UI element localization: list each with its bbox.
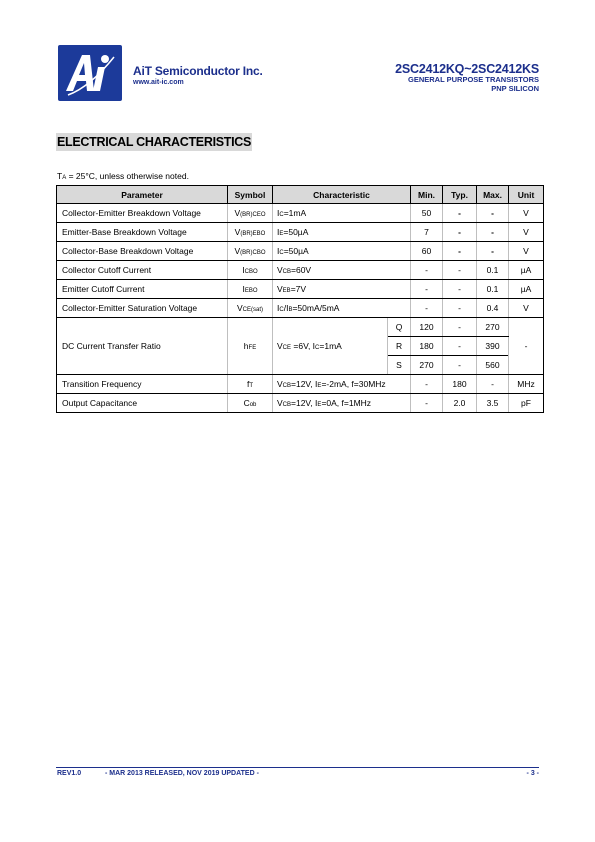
table-row <box>57 204 544 223</box>
hfe-parameter: DC Current Transfer Ratio <box>57 318 228 375</box>
table-row <box>57 242 544 261</box>
row-unit: MHz <box>509 375 544 394</box>
hfe-rank: R <box>388 337 411 356</box>
row-min: 7 <box>411 223 443 242</box>
row-unit: V <box>509 242 544 261</box>
header-characteristic: Characteristic <box>273 186 411 204</box>
row-min: - <box>411 280 443 299</box>
header-unit: Unit <box>509 186 544 204</box>
table-row-hfe <box>57 318 544 337</box>
row-parameter: Transition Frequency <box>57 375 228 394</box>
row-parameter: Output Capacitance <box>57 394 228 413</box>
electrical-characteristics-table <box>56 185 544 413</box>
row-symbol: V(BR)EBO <box>228 223 273 242</box>
hfe-unit: - <box>509 318 544 375</box>
hfe-min: 270 <box>411 356 443 375</box>
row-parameter: Emitter-Base Breakdown Voltage <box>57 223 228 242</box>
row-unit: µA <box>509 280 544 299</box>
row-max: 3.5 <box>477 394 509 413</box>
hfe-typ: - <box>443 356 477 375</box>
row-parameter: Collector-Base Breakdown Voltage <box>57 242 228 261</box>
hfe-typ: - <box>443 337 477 356</box>
row-parameter: Emitter Cutoff Current <box>57 280 228 299</box>
row-max: - <box>477 242 509 261</box>
row-characteristic: VEB=7V <box>273 280 411 299</box>
company-logo <box>58 45 122 101</box>
row-unit: V <box>509 223 544 242</box>
hfe-max: 390 <box>477 337 509 356</box>
footer-page-number: - 3 - <box>526 770 539 777</box>
row-max: - <box>477 223 509 242</box>
row-min: - <box>411 299 443 318</box>
company-website: www.ait-ic.com <box>133 79 184 86</box>
row-max: 0.1 <box>477 280 509 299</box>
temperature-note <box>57 171 189 181</box>
row-characteristic: VCB=12V, IE=0A, f=1MHz <box>273 394 411 413</box>
hfe-min: 120 <box>411 318 443 337</box>
row-typ: - <box>443 242 477 261</box>
row-max: - <box>477 375 509 394</box>
row-min: - <box>411 375 443 394</box>
row-min: 50 <box>411 204 443 223</box>
row-parameter: Collector-Emitter Breakdown Voltage <box>57 204 228 223</box>
row-characteristic: IC/IB=50mA/5mA <box>273 299 411 318</box>
section-title: ELECTRICAL CHARACTERISTICS <box>57 135 252 149</box>
row-characteristic: VCB=60V <box>273 261 411 280</box>
row-characteristic: IE=50µA <box>273 223 411 242</box>
table-row <box>57 375 544 394</box>
table-row <box>57 394 544 413</box>
note-t-sub: A <box>62 175 67 181</box>
row-symbol: V(BR)CBO <box>228 242 273 261</box>
footer-release-info: - MAR 2013 RELEASED, NOV 2019 UPDATED - <box>105 770 259 777</box>
row-symbol: V(BR)CEO <box>228 204 273 223</box>
row-unit: µA <box>509 261 544 280</box>
footer-revision: REV1.0 <box>57 770 82 777</box>
row-parameter: Collector Cutoff Current <box>57 261 228 280</box>
row-symbol: Cob <box>228 394 273 413</box>
row-unit: V <box>509 204 544 223</box>
row-max: - <box>477 204 509 223</box>
row-symbol: VCE(sat) <box>228 299 273 318</box>
row-characteristic: VCB=12V, IE=-2mA, f=30MHz <box>273 375 411 394</box>
footer-divider <box>56 767 539 768</box>
hfe-min: 180 <box>411 337 443 356</box>
hfe-symbol: hFE <box>228 318 273 375</box>
row-min: - <box>411 394 443 413</box>
row-typ: 2.0 <box>443 394 477 413</box>
company-name: AiT Semiconductor Inc. <box>133 64 263 78</box>
row-symbol: ICBO <box>228 261 273 280</box>
hfe-characteristic: VCE =6V, IC=1mA <box>273 318 388 375</box>
header-max: Max. <box>477 186 509 204</box>
note-rest: = 25°C, unless otherwise noted. <box>66 171 189 181</box>
row-typ: - <box>443 204 477 223</box>
hfe-typ: - <box>443 318 477 337</box>
row-parameter: Collector-Emitter Saturation Voltage <box>57 299 228 318</box>
row-characteristic: IC=50µA <box>273 242 411 261</box>
row-typ: - <box>443 280 477 299</box>
table-row <box>57 299 544 318</box>
row-characteristic: IC=1mA <box>273 204 411 223</box>
table-row <box>57 280 544 299</box>
row-typ: 180 <box>443 375 477 394</box>
table-row <box>57 223 544 242</box>
row-max: 0.1 <box>477 261 509 280</box>
ait-logo-icon <box>58 45 122 101</box>
part-number-title: 2SC2412KQ~2SC2412KS <box>395 62 539 76</box>
row-min: - <box>411 261 443 280</box>
row-typ: - <box>443 223 477 242</box>
header-symbol: Symbol <box>228 186 273 204</box>
note-t: T <box>57 171 63 181</box>
row-min: 60 <box>411 242 443 261</box>
table-row <box>57 261 544 280</box>
row-symbol: fT <box>228 375 273 394</box>
header-parameter: Parameter <box>57 186 228 204</box>
header-min: Min. <box>411 186 443 204</box>
hfe-rank: Q <box>388 318 411 337</box>
hfe-max: 270 <box>477 318 509 337</box>
row-unit: pF <box>509 394 544 413</box>
row-typ: - <box>443 261 477 280</box>
row-typ: - <box>443 299 477 318</box>
row-symbol: IEBO <box>228 280 273 299</box>
table-header-row <box>57 186 544 204</box>
row-unit: V <box>509 299 544 318</box>
hfe-rank: S <box>388 356 411 375</box>
header-typ: Typ. <box>443 186 477 204</box>
part-subtitle-polarity: PNP SILICON <box>491 84 539 93</box>
row-max: 0.4 <box>477 299 509 318</box>
part-subtitle-type: GENERAL PURPOSE TRANSISTORS <box>408 75 539 84</box>
hfe-max: 560 <box>477 356 509 375</box>
